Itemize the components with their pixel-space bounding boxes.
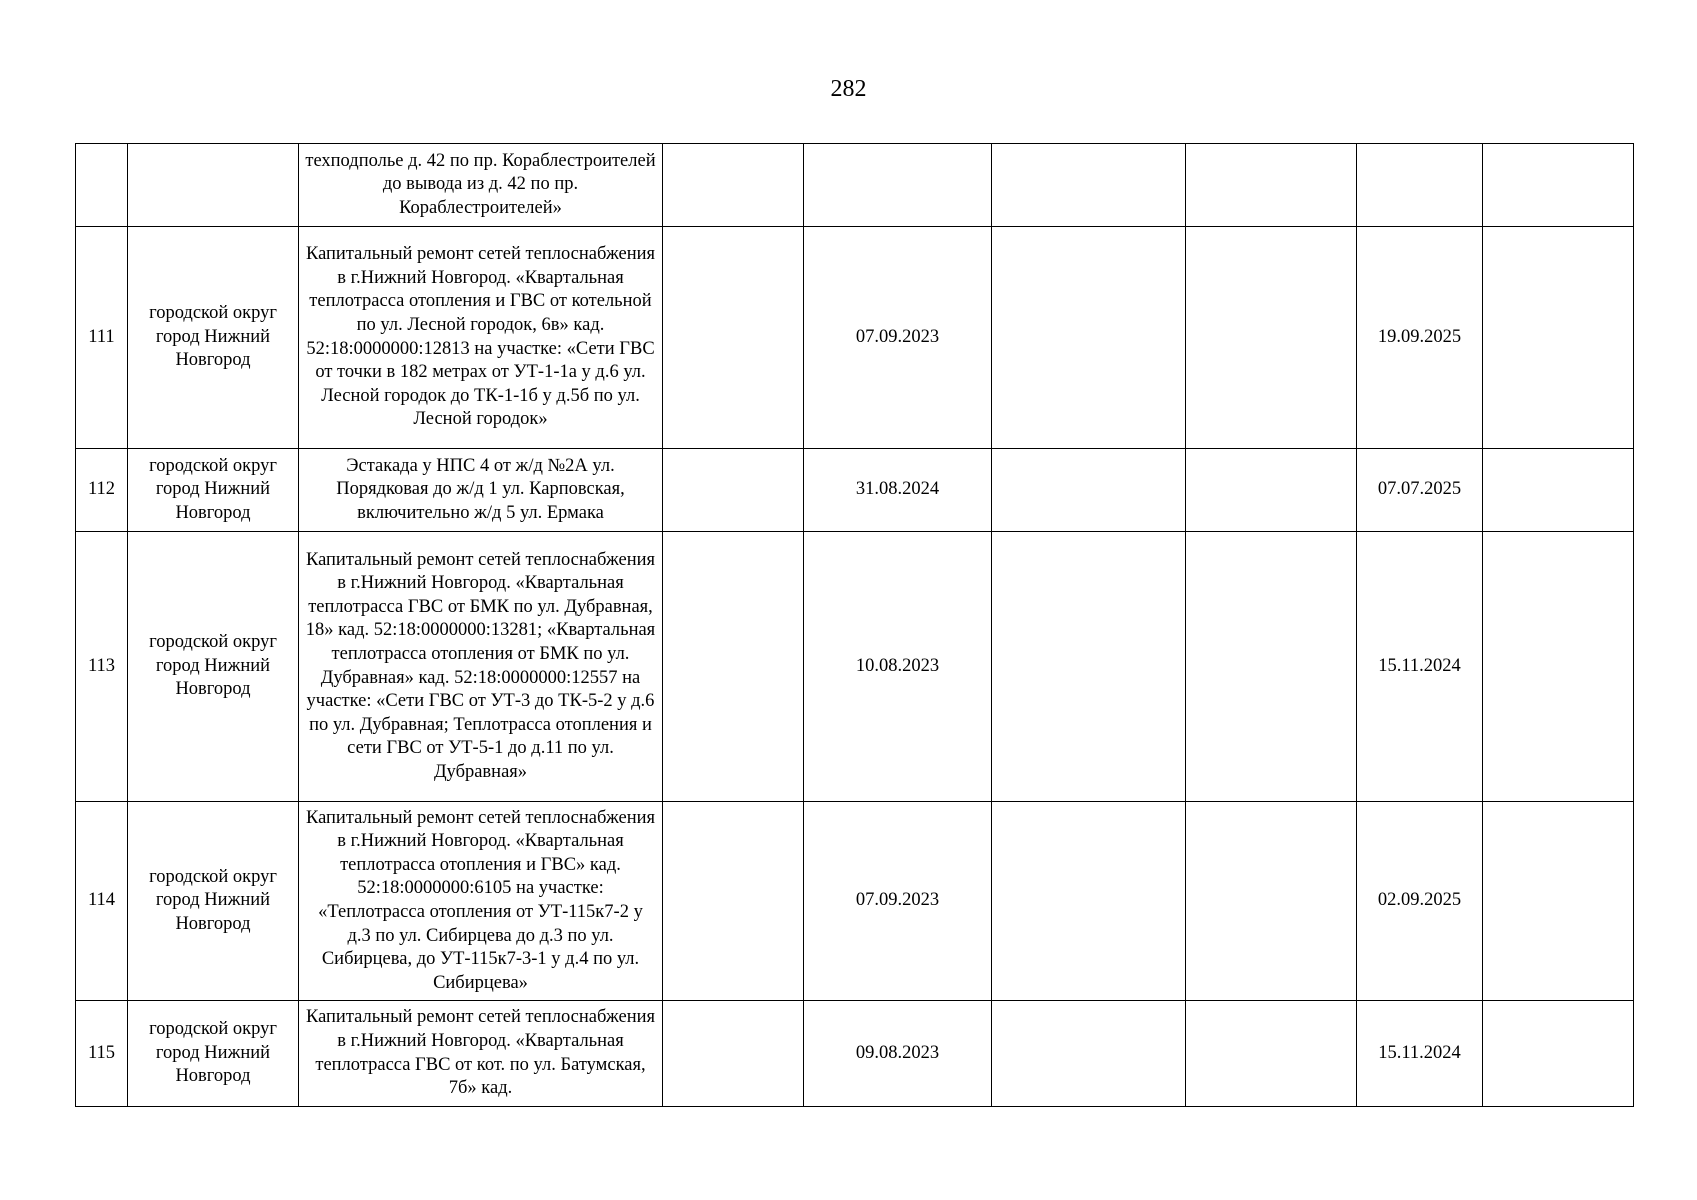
municipality-cell: городской округ город Нижний Новгород (128, 1001, 299, 1107)
end-date-cell: 15.11.2024 (1357, 1001, 1483, 1107)
empty-cell (663, 144, 804, 227)
empty-cell (1186, 1001, 1357, 1107)
row-number-cell: 113 (76, 532, 128, 802)
empty-cell (1186, 532, 1357, 802)
empty-cell (992, 227, 1186, 449)
row-number-cell: 111 (76, 227, 128, 449)
start-date-cell: 07.09.2023 (804, 802, 992, 1001)
empty-cell (663, 449, 804, 532)
empty-cell (1483, 144, 1634, 227)
data-table (75, 143, 1634, 1107)
empty-cell (663, 532, 804, 802)
end-date-cell: 02.09.2025 (1357, 802, 1483, 1001)
municipality-cell (128, 144, 299, 227)
table-row (76, 532, 1634, 802)
table-row (76, 449, 1634, 532)
end-date-cell: 19.09.2025 (1357, 227, 1483, 449)
empty-cell (1186, 227, 1357, 449)
empty-cell (992, 1001, 1186, 1107)
empty-cell (663, 227, 804, 449)
end-date-cell: 07.07.2025 (1357, 449, 1483, 532)
object-description-cell: Капитальный ремонт сетей теплоснабжения в г.Нижний Новгород. «Квартальная теплотрасса отопления и ГВС от котельной по ул. Лесной городок, 6в» кад. 52:18:0000000:12813 на участке: «Сети ГВС от точки в 182 метрах от УТ-1-1а у д.6 ул. Лесной городок до ТК-1-1б у д.5б по ул. Лесной городок» (299, 227, 663, 449)
empty-cell (1483, 532, 1634, 802)
row-number-cell: 114 (76, 802, 128, 1001)
start-date-cell (804, 144, 992, 227)
municipality-cell: городской округ город Нижний Новгород (128, 802, 299, 1001)
table-row (76, 802, 1634, 1001)
empty-cell (1186, 449, 1357, 532)
object-description-cell: Капитальный ремонт сетей теплоснабжения в г.Нижний Новгород. «Квартальная теплотрасса отопления и ГВС» кад. 52:18:0000000:6105 на участке: «Теплотрасса отопления от УТ-115к7-2 у д.3 по ул. Сибирцева до д.3 по ул. Сибирцева, до УТ-115к7-3-1 у д.4 по ул. Сибирцева» (299, 802, 663, 1001)
object-description-cell: Капитальный ремонт сетей теплоснабжения в г.Нижний Новгород. «Квартальная теплотрасса ГВС от кот. по ул. Батумская, 7б» кад. (299, 1001, 663, 1107)
empty-cell (1186, 144, 1357, 227)
table-row (76, 227, 1634, 449)
empty-cell (663, 1001, 804, 1107)
row-number-cell: 115 (76, 1001, 128, 1107)
empty-cell (1483, 802, 1634, 1001)
start-date-cell: 07.09.2023 (804, 227, 992, 449)
empty-cell (1483, 1001, 1634, 1107)
object-description-cell: Капитальный ремонт сетей теплоснабжения в г.Нижний Новгород. «Квартальная теплотрасса ГВС от БМК по ул. Дубравная, 18» кад. 52:18:0000000:13281; «Квартальная теплотрасса отопления от БМК по ул. Дубравная» кад. 52:18:0000000:12557 на участке: «Сети ГВС от УТ-3 до ТК-5-2 у д.6 по ул. Дубравная; Теплотрасса отопления и сети ГВС от УТ-5-1 до д.11 по ул. Дубравная» (299, 532, 663, 802)
object-description-cell: Эстакада у НПС 4 от ж/д №2А ул. Порядковая до ж/д 1 ул. Карповская, включительно ж/д 5 ул. Ермака (299, 449, 663, 532)
page-number: 282 (830, 76, 867, 102)
row-number-cell: 112 (76, 449, 128, 532)
municipality-cell: городской округ город Нижний Новгород (128, 449, 299, 532)
empty-cell (1483, 449, 1634, 532)
municipality-cell: городской округ город Нижний Новгород (128, 532, 299, 802)
object-description-cell: техподполье д. 42 по пр. Кораблестроителей до вывода из д. 42 по пр. Кораблестроителей» (299, 144, 663, 227)
end-date-cell (1357, 144, 1483, 227)
table-row (76, 144, 1634, 227)
municipality-cell: городской округ город Нижний Новгород (128, 227, 299, 449)
row-number-cell (76, 144, 128, 227)
empty-cell (1483, 227, 1634, 449)
start-date-cell: 09.08.2023 (804, 1001, 992, 1107)
empty-cell (663, 802, 804, 1001)
empty-cell (992, 532, 1186, 802)
empty-cell (992, 449, 1186, 532)
empty-cell (1186, 802, 1357, 1001)
empty-cell (992, 144, 1186, 227)
table-row (76, 1001, 1634, 1107)
start-date-cell: 31.08.2024 (804, 449, 992, 532)
start-date-cell: 10.08.2023 (804, 532, 992, 802)
empty-cell (992, 802, 1186, 1001)
end-date-cell: 15.11.2024 (1357, 532, 1483, 802)
